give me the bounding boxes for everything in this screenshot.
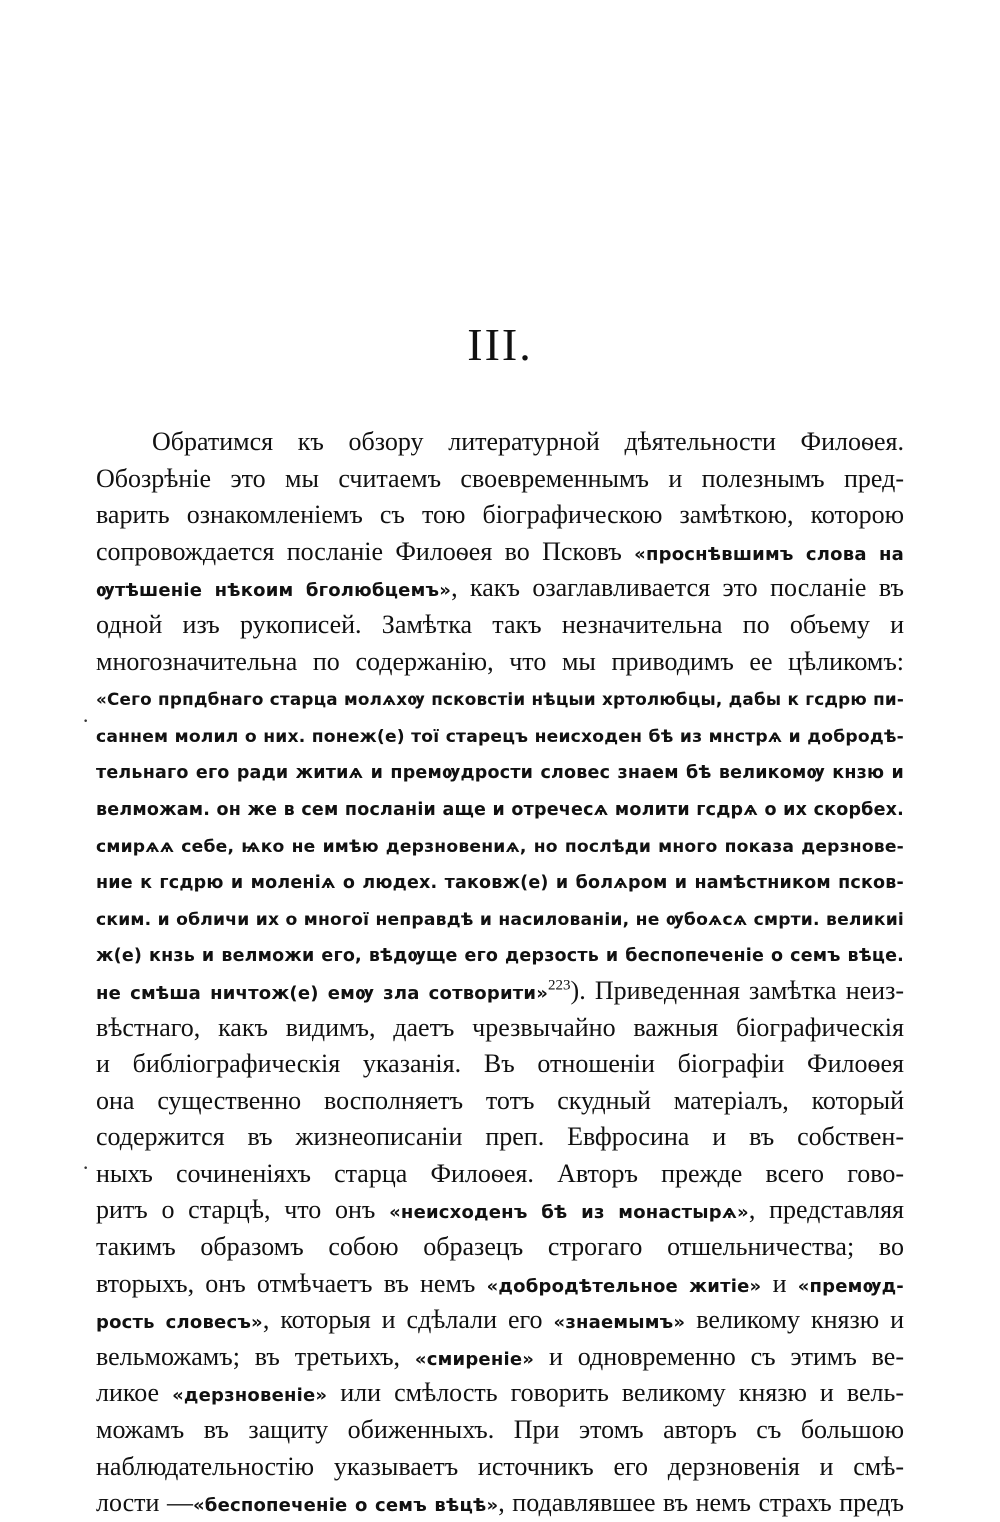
text-line	[96, 1339, 904, 1376]
text-line	[96, 644, 904, 681]
text-line	[96, 461, 904, 498]
text-line	[96, 900, 904, 937]
text-run: можамъ въ защиту обиженныхъ. При этомъ авторъ съ большою	[96, 1415, 904, 1445]
church-slavonic-quote: ние к гсдрю и моленіѧ о людех. таковж(е) и болѧром и намѣстником псков-	[96, 873, 904, 894]
text-line	[96, 534, 904, 571]
text-run: вѣстнаго, какъ видимъ, даетъ чрезвычайно важныя біографическія	[96, 1012, 904, 1042]
text-line	[96, 1010, 904, 1047]
text-line	[96, 936, 904, 973]
margin-mark: ·	[82, 708, 90, 733]
text-run: наблюдательностію указываетъ источникъ его дерзновенія и смѣ-	[96, 1451, 904, 1481]
church-slavonic-quote: смирѧѧ себе, ѩко не имѣю дерзновениѧ, но послѣди много показа дерзнове-	[96, 836, 904, 857]
text-line	[96, 1302, 904, 1339]
text-run: или смѣлость говорить великому князю и вель-	[327, 1378, 904, 1408]
church-slavonic-quote: «добродѣтельное житіе»	[486, 1275, 762, 1297]
text-line	[96, 570, 904, 607]
church-slavonic-quote: «беспопеченіе о семъ вѣцѣ»	[192, 1495, 499, 1517]
church-slavonic-quote: не смѣша ничтож(е) емѹ зла сотворити»	[96, 982, 549, 1004]
body-paragraph	[96, 424, 904, 1522]
church-slavonic-quote: «смиреніе»	[414, 1348, 535, 1370]
text-line	[96, 1046, 904, 1083]
church-slavonic-quote: «дерзновеніе»	[172, 1385, 328, 1407]
text-run: ныхъ сочиненіяхъ старца Филоѳея. Авторъ прежде всего гово-	[96, 1158, 904, 1188]
text-line	[96, 1229, 904, 1266]
church-slavonic-quote: ж(е) кнзь и велможи его, вѣдѹще его дерзость и беспопеченіе о семъ вѣце.	[96, 946, 904, 967]
text-run: варить ознакомленіемъ съ тою біографическою замѣткою, которою	[96, 500, 904, 530]
church-slavonic-quote: велможам. он же в сем посланіи аще и отречесѧ молити гсдрѧ о их скорбех.	[96, 799, 904, 820]
margin-mark: ·	[82, 1155, 90, 1180]
text-run: она существенно восполняетъ тотъ скудный матеріалъ, который	[96, 1085, 904, 1115]
footnote-reference: 223	[548, 977, 571, 994]
text-line	[96, 1266, 904, 1303]
church-slavonic-quote: «Сего прпдбнаго старца молѧхѹ псковстіи нѣцыи хртолюбцы, дабы к гсдрю пи-	[96, 689, 904, 710]
text-line	[96, 1375, 904, 1412]
text-run: содержится въ жизнеописаніи преп. Евфросина и въ собствен-	[96, 1122, 904, 1152]
text-run: ликое	[96, 1378, 173, 1408]
text-run: и	[761, 1268, 798, 1298]
text-run: , представляя	[748, 1195, 904, 1225]
text-line	[96, 1412, 904, 1449]
church-slavonic-quote: «неисходенъ бѣ из монастырѧ»	[389, 1202, 749, 1224]
text-line	[96, 1156, 904, 1193]
text-run: , какъ озаглавливается это посланіе въ	[451, 573, 904, 603]
text-line	[96, 827, 904, 864]
church-slavonic-quote: «проснѣвшимъ слова на	[634, 543, 904, 565]
text-line	[96, 1119, 904, 1156]
text-run: , которыя и сдѣлали его	[262, 1305, 554, 1335]
text-run: одной изъ рукописей. Замѣтка такъ незначительна по объему и	[96, 609, 904, 639]
church-slavonic-quote: рость словесъ»	[96, 1312, 263, 1334]
text-run: и библіографическія указанія. Въ отношеніи біографіи Филоѳея	[96, 1049, 904, 1079]
text-line	[96, 607, 904, 644]
church-slavonic-quote: ѹтѣшеніе нѣкоим бголюбцемъ»	[96, 580, 452, 602]
text-line	[96, 1083, 904, 1120]
text-run: великому князю и	[685, 1305, 904, 1335]
text-line	[96, 1449, 904, 1486]
church-slavonic-quote: тельнаго его ради житиѧ и премѹдрости словес знаем бѣ великомѹ кнзю и	[96, 763, 904, 784]
text-line	[96, 717, 904, 754]
text-run: Обратимся къ обзору литературной дѣятельности Филоѳея.	[152, 427, 904, 456]
section-heading: III.	[467, 319, 533, 370]
church-slavonic-quote: ским. и обличи их о многої неправдѣ и насилованіи, не ѹбоѧсѧ смрти. великиі	[96, 909, 904, 930]
text-line	[96, 497, 904, 534]
text-run: такимъ образомъ собою образецъ строгаго отшельничества; во	[96, 1232, 904, 1262]
text-run: , подавлявшее въ немъ страхъ предъ	[498, 1488, 904, 1518]
text-line	[96, 424, 904, 461]
text-run: лости —	[96, 1488, 193, 1518]
text-run: Обозрѣніе это мы считаемъ своевременнымъ и полезнымъ пред-	[96, 463, 904, 493]
text-run: вельможамъ; въ третьихъ,	[96, 1341, 415, 1371]
text-line	[96, 1192, 904, 1229]
church-slavonic-quote: «премѹд-	[797, 1275, 904, 1297]
text-run: многозначительна по содержанію, что мы приводимъ ее цѣликомъ:	[96, 646, 904, 676]
text-run: сопровождается посланіе Филоѳея во Псковъ	[96, 536, 635, 566]
text-line	[96, 1485, 904, 1522]
text-line	[96, 753, 904, 790]
text-line	[96, 790, 904, 827]
church-slavonic-quote: саннем молил о них. понеж(е) тої старецъ неисходен бѣ из мнстрѧ и добродѣ-	[96, 726, 904, 747]
church-slavonic-quote: «знаемымъ»	[553, 1312, 686, 1334]
text-run: ). Приведенная замѣтка неиз-	[570, 975, 904, 1005]
text-run: ритъ о старцѣ, что онъ	[96, 1195, 390, 1225]
text-run: вторыхъ, онъ отмѣчаетъ въ немъ	[96, 1268, 487, 1298]
text-line	[96, 680, 904, 717]
text-run: и одновременно съ этимъ ве-	[534, 1341, 904, 1371]
text-line	[96, 863, 904, 900]
text-line	[96, 973, 904, 1010]
